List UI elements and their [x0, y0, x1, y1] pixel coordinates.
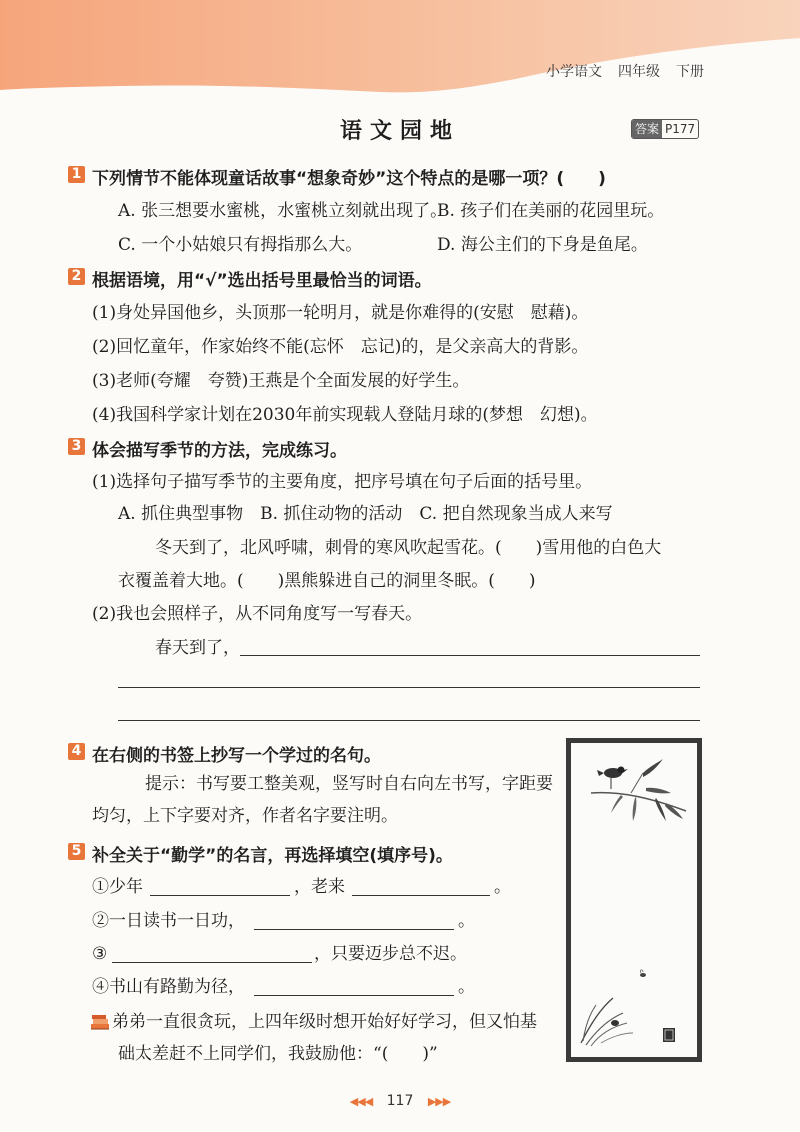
q4-hint-line-2: 均匀，上下字要对齐，作者名字要注明。 [92, 806, 398, 826]
bookmark-ink-painting [571, 743, 697, 1057]
page-title: 语文园地 [339, 119, 460, 144]
question-5-number: 5 [68, 843, 85, 860]
q5-item-2-blank[interactable] [254, 929, 454, 930]
left-arrows-icon: ◀◀◀ [349, 1095, 373, 1108]
question-2-text: 根据语境，用“√”选出括号里最恰当的词语。 [92, 271, 432, 291]
q1-option-d: D. 海公主们的下身是鱼尾。 [437, 235, 648, 255]
question-2-number: 2 [68, 268, 85, 285]
q3-sentence-line-1: 冬天到了，北风呼啸，刺骨的寒风吹起雪花。( )雪用他的白色大 [155, 538, 662, 558]
answer-badge [631, 119, 699, 139]
q1-option-a: A. 张三想要水蜜桃，水蜜桃立刻就出现了。 [118, 201, 448, 221]
q2-item-2: (2)回忆童年，作家始终不能(忘怀 忘记)的，是父亲高大的背影。 [92, 337, 589, 357]
q5-item-3-end: ，只要迈步总不迟。 [314, 944, 467, 964]
header-banner [0, 0, 800, 110]
question-3-number: 3 [68, 438, 85, 455]
q3-options: A. 抓住典型事物 B. 抓住动物的活动 C. 把自然现象当成人来写 [118, 504, 613, 524]
q3-part-1: (1)选择句子描写季节的主要角度，把序号填在句子后面的括号里。 [92, 472, 593, 492]
question-1-text: 下列情节不能体现童话故事“想象奇妙”这个特点的是哪一项？( ) [92, 169, 606, 189]
header-subject: 小学语文 [546, 64, 602, 80]
q3-writing-line-2[interactable] [118, 687, 700, 688]
q5-scenario-line-2: 础太差赶不上同学们，我鼓励他：“( )” [118, 1044, 438, 1064]
q5-item-2-end: 。 [458, 911, 475, 931]
page-number: 117 [386, 1093, 414, 1109]
q5-item-1-end: 。 [494, 877, 511, 897]
question-4-number: 4 [68, 743, 85, 760]
q5-item-3-prefix: ③ [92, 944, 108, 964]
right-arrows-icon: ▶▶▶ [427, 1095, 451, 1108]
q1-option-c: C. 一个小姑娘只有拇指那么大。 [118, 235, 363, 255]
question-5-text: 补全关于“勤学”的名言，再选择填空(填序号)。 [92, 846, 453, 866]
bookmark-writing-area[interactable] [571, 743, 697, 1057]
header-grade: 四年级 [618, 64, 660, 80]
bookmark-frame [566, 738, 702, 1062]
q4-hint-line-1: 提示：书写要工整美观，竖写时自右向左书写，字距要 [145, 774, 553, 794]
q3-writing-line-3[interactable] [118, 720, 700, 721]
q5-item-1-blank-1[interactable] [150, 895, 290, 896]
question-3-text: 体会描写季节的方法，完成练习。 [92, 441, 347, 461]
answer-label: 答案 [632, 120, 662, 138]
q1-option-b: B. 孩子们在美丽的花园里玩。 [437, 201, 665, 221]
question-1-number: 1 [68, 166, 85, 183]
q3-spring-start: 春天到了， [155, 638, 240, 658]
q5-item-1-prefix: ①少年 [92, 877, 143, 897]
q3-sentence-line-2: 衣覆盖着大地。( )黑熊躲进自己的洞里冬眠。( ) [118, 571, 536, 591]
q2-item-3: (3)老师(夸耀 夸赞)王燕是个全面发展的好学生。 [92, 371, 470, 391]
header-volume: 下册 [676, 64, 704, 80]
q5-item-4-blank[interactable] [254, 995, 454, 996]
q5-item-2-prefix: ②一日读书一日功， [92, 911, 245, 931]
q5-item-4-end: 。 [458, 977, 475, 997]
q5-item-3-blank[interactable] [112, 962, 312, 963]
question-4-text: 在右侧的书签上抄写一个学过的名句。 [92, 746, 381, 766]
q5-item-4-prefix: ④书山有路勤为径， [92, 977, 245, 997]
page-number-footer [340, 1093, 460, 1109]
q3-writing-line-1[interactable] [240, 655, 700, 656]
q3-part-2: (2)我也会照样子，从不同角度写一写春天。 [92, 604, 423, 624]
q5-scenario-line-1: 弟弟一直很贪玩，上四年级时想开始好好学习，但又怕基 [112, 1012, 537, 1032]
q5-item-1-middle: ，老来 [294, 877, 345, 897]
answer-page: P177 [665, 122, 696, 136]
books-icon [89, 1012, 111, 1032]
q2-item-1: (1)身处异国他乡，头顶那一轮明月，就是你难得的(安慰 慰藉)。 [92, 303, 589, 323]
q5-item-1-blank-2[interactable] [352, 895, 490, 896]
q2-item-4: (4)我国科学家计划在2030年前实现载人登陆月球的(梦想 幻想)。 [92, 405, 598, 425]
